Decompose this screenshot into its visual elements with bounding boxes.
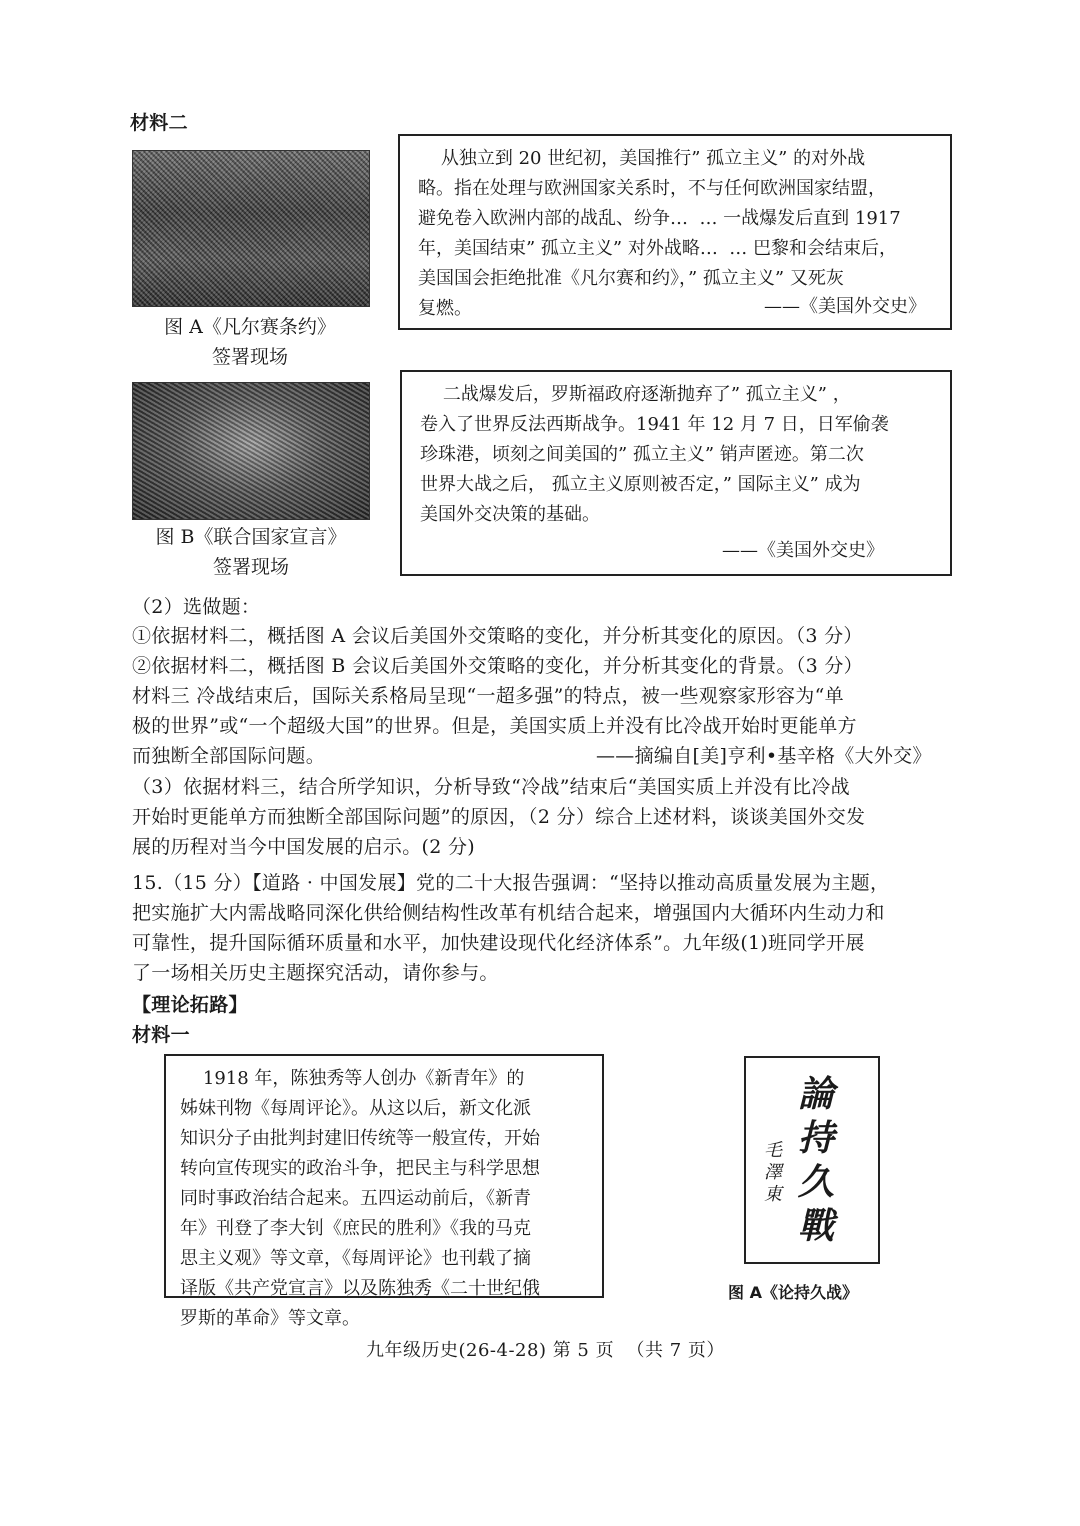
material1-heading: 材料一 (132, 1024, 190, 1046)
question-3-line: 开始时更能单方而独断全部国际问题”的原因，（2 分）综合上述材料，谈谈美国外交发 (132, 806, 866, 828)
box3-line: 同时事政治结合起来。五四运动前后，《新青 (180, 1188, 531, 1209)
figure-a-calligraphy-caption: 图 A《论持久战》 (728, 1283, 858, 1302)
material3-line: 材料三 冷战结束后，国际关系格局呈现“一超多强”的特点，被一些观察家形容为“单 (132, 685, 844, 707)
question-2-title: （2）选做题： (132, 596, 261, 618)
box1-line: 复燃。 (418, 298, 472, 319)
versailles-signing-photo (132, 150, 370, 307)
section-theory-heading: 【理论拓路】 (132, 994, 248, 1016)
question-3-line: 展的历程对当今中国发展的启示。(2 分) (132, 836, 475, 858)
box2-line: 世界大战之后， 孤立主义原则被否定，” 国际主义” 成为 (420, 474, 861, 495)
united-nations-declaration-photo (132, 382, 370, 520)
page-footer: 九年级历史(26-4-28) 第 5 页 （共 7 页） (366, 1340, 725, 1361)
figure-b-caption-line2: 签署现场 (212, 556, 289, 578)
question-2-option-2: ②依据材料二，概括图 B 会议后美国外交策略的变化，并分析其变化的背景。（3 分） (132, 655, 863, 677)
box3-line: 1918 年，陈独秀等人创办《新青年》的 (180, 1068, 525, 1089)
box3-line: 知识分子由批判封建旧传统等一般宣传，开始 (180, 1128, 540, 1149)
question-15-line: 可靠性，提升国际循环质量和水平，加快建设现代化经济体系”。九年级(1)班同学开展 (132, 932, 865, 954)
question-15-line: 了一场相关历史主题探究活动，请你参与。 (132, 962, 499, 984)
box1-line: 避免卷入欧洲内部的战乱、纷争… … 一战爆发后直到 1917 (418, 208, 901, 229)
material2-text-box-1 (398, 134, 952, 330)
box3-line: 译版《共产党宣言》以及陈独秀《二十世纪俄 (180, 1278, 540, 1299)
figure-a-caption-line1: 图 A《凡尔赛条约》 (164, 316, 336, 338)
box3-line: 思主义观》等文章，《每周评论》也刊载了摘 (180, 1248, 531, 1269)
box1-line: 略。指在处理与欧洲国家关系时，不与任何欧洲国家结盟， (418, 178, 886, 199)
figure-a-caption-line2: 签署现场 (211, 346, 288, 368)
box2-source: ——《美国外交史》 (722, 540, 884, 561)
material3-line: 极的世界”或“一个超级大国”的世界。但是，美国实质上并没有比冷战开始时更能单方 (132, 715, 857, 737)
box2-line: 珍珠港，顷刻之间美国的” 孤立主义” 销声匿迹。第二次 (420, 444, 864, 465)
box2-line: 卷入了世界反法西斯战争。1941 年 12 月 7 日，日军偷袭 (420, 414, 889, 435)
box1-line: 从独立到 20 世纪初，美国推行” 孤立主义” 的对外战 (418, 148, 866, 169)
box2-line: 美国外交决策的基础。 (420, 504, 600, 525)
box3-line: 转向宣传现实的政治斗争，把民主与科学思想 (180, 1158, 540, 1179)
material2-text-box-2 (400, 370, 952, 576)
box2-line: 二战爆发后，罗斯福政府逐渐抛弃了” 孤立主义” ， (420, 384, 851, 405)
box1-source: ——《美国外交史》 (764, 296, 926, 317)
on-protracted-war-calligraphy (744, 1056, 880, 1264)
calligraphy-signature: 毛澤東 (764, 1140, 782, 1205)
material3-line: 而独断全部国际问题。 (132, 745, 326, 767)
material2-heading: 材料二 (130, 112, 188, 134)
material1-text-box (164, 1054, 604, 1329)
box3-line: 年》刊登了李大钊《庶民的胜利》《我的马克 (180, 1218, 531, 1239)
figure-b-caption-line1: 图 B《联合国家宣言》 (155, 526, 347, 548)
box3-line: 姊妹刊物《每周评论》。从这以后，新文化派 (180, 1098, 531, 1119)
box3-line: 罗斯的革命》等文章。 (180, 1308, 360, 1329)
question-2-option-1: ①依据材料二，概括图 A 会议后美国外交策略的变化，并分析其变化的原因。（3 分） (132, 625, 863, 647)
box1-line: 年，美国结束” 孤立主义” 对外战略… … 巴黎和会结束后， (418, 238, 898, 259)
box1-line: 美国国会拒绝批准《凡尔赛和约》，” 孤立主义” 又死灰 (418, 268, 844, 289)
question-15-line: 15.（15 分）【道路 · 中国发展】党的二十大报告强调：“坚持以推动高质量发展为主题， (132, 872, 890, 894)
question-3-line: （3）依据材料三，结合所学知识，分析导致“冷战”结束后“美国实质上并没有比冷战 (132, 776, 850, 798)
question-15-line: 把实施扩大内需战略同深化供给侧结构性改革有机结合起来，增强国内大循环内生动力和 (132, 902, 885, 924)
material3-source: ——摘编自[美]亨利•基辛格《大外交》 (596, 745, 932, 767)
calligraphy-title: 論持久戰 (798, 1073, 835, 1247)
